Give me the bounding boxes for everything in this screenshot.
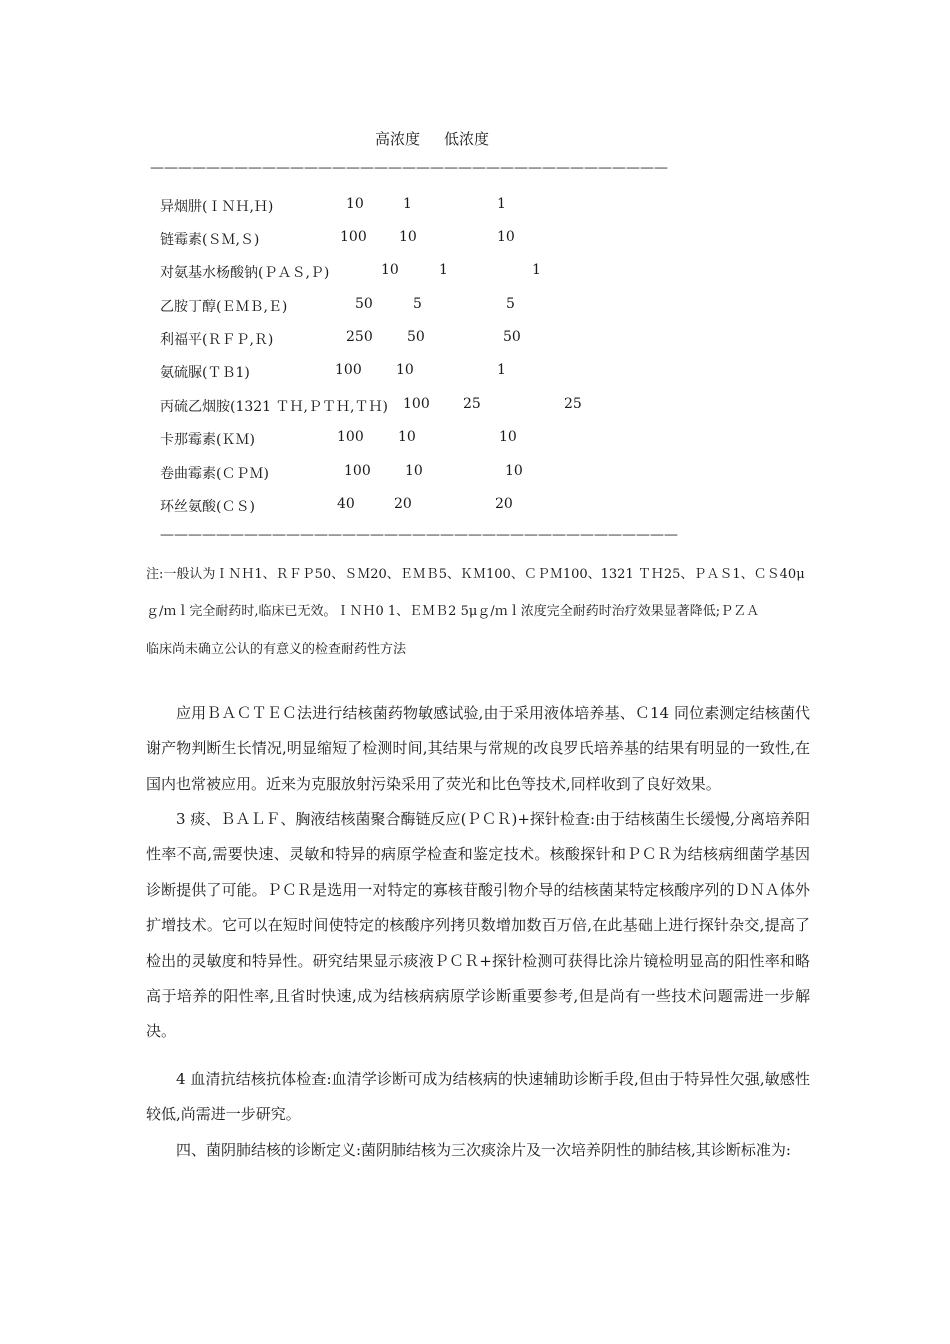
third-value: 10 <box>499 429 517 445</box>
high-value: 100 <box>340 229 367 245</box>
high-value: 10 <box>381 262 399 278</box>
drug-name: 卡那霉素(ＫＭ) <box>160 432 255 448</box>
high-value: 50 <box>355 296 373 312</box>
header-high-concentration: 高浓度 <box>375 130 421 148</box>
drug-name: 环丝氨酸(ＣＳ) <box>160 499 255 515</box>
high-value: 100 <box>335 362 362 378</box>
note-line-2: ｇ/ｍｌ完全耐药时,临床已无效。ＩＮＨ0 1、ＥＭＢ2 5μｇ/ｍｌ浓度完全耐药时治疗效果显著降低;ＰＺＡ <box>146 604 760 619</box>
third-value: 20 <box>495 496 513 512</box>
low-value: 1 <box>403 196 412 212</box>
drug-name: 卷曲霉素(ＣＰＭ) <box>160 466 269 482</box>
high-value: 100 <box>403 396 430 412</box>
low-value: 50 <box>407 329 425 345</box>
third-value: 10 <box>505 463 523 479</box>
low-value: 10 <box>396 362 414 378</box>
table-top-rule: ————————————————————————————————————— <box>150 160 668 176</box>
note-line-3: 临床尚未确立公认的有意义的检查耐药性方法 <box>146 642 407 657</box>
high-value: 10 <box>346 196 364 212</box>
third-value: 10 <box>497 229 515 245</box>
high-value: 40 <box>337 496 355 512</box>
table-bottom-rule: ————————————————————————————————————— <box>160 527 678 543</box>
drug-name: 氨硫脲(ＴＢ1) <box>160 365 250 381</box>
third-value: 25 <box>564 396 582 412</box>
low-value: 10 <box>399 229 417 245</box>
third-value: 1 <box>532 262 541 278</box>
note-line-1: 注:一般认为ＩＮＨ1、ＲＦＰ50、ＳＭ20、ＥＭＢ5、ＫＭ100、ＣＰＭ100、1321 ＴＨ25、ＰＡＳ1、ＣＳ40μ <box>146 567 805 582</box>
paragraph-serology: 4 血清抗结核抗体检查:血清学诊断可成为结核病的快速辅助诊断手段,但由于特异性欠强,敏感性较低,尚需进一步研究。 <box>146 1070 810 1124</box>
high-value: 100 <box>337 429 364 445</box>
paragraph-pcr: 3 痰、ＢＡＬＦ、胸液结核菌聚合酶链反应(ＰＣＲ)+探针检查:由于结核菌生长缓慢,分离培养阳性率不高,需要快速、灵敏和特异的病原学检查和鉴定技术。核酸探针和ＰＣＲ为结核病细菌学基因诊断提供了可能。ＰＣＲ是选用一对特定的寡核苷酸引物介导的结核菌某特定核酸序列的ＤＮＡ体外扩增技术。它可以在短时间使特定的核酸序列拷贝数增加数百万倍,在此基础上进行探针杂交,提高了检出的灵敏度和特异性。研究结果显示痰液ＰＣＲ+探针检测可获得比涂片镜检明显高的阳性率和略高于培养的阳性率,且省时快速,成为结核病病原学诊断重要参考,但是尚有一些技术问题需进一步解决。 <box>146 810 810 1041</box>
drug-name: 链霉素(ＳＭ,Ｓ) <box>160 232 260 248</box>
third-value: 1 <box>497 196 506 212</box>
paragraph-definition: 四、菌阴肺结核的诊断定义:菌阴肺结核为三次痰涂片及一次培养阴性的肺结核,其诊断标准为: <box>176 1141 791 1159</box>
third-value: 50 <box>503 329 521 345</box>
third-value: 5 <box>506 296 515 312</box>
drug-name: 丙硫乙烟胺(1321 ＴＨ,ＰＴＨ,ＴＨ) <box>160 399 388 415</box>
low-value: 20 <box>394 496 412 512</box>
low-value: 10 <box>405 463 423 479</box>
drug-name: 乙胺丁醇(ＥＭＢ,Ｅ) <box>160 299 288 315</box>
drug-name: 对氨基水杨酸钠(ＰＡＳ,Ｐ) <box>160 265 330 281</box>
high-value: 250 <box>346 329 373 345</box>
low-value: 5 <box>413 296 422 312</box>
paragraph-bactec: 应用ＢＡＣＴＥＣ法进行结核菌药物敏感试验,由于采用液体培养基、Ｃ14 同位素测定结核菌代谢产物判断生长情况,明显缩短了检测时间,其结果与常规的改良罗氏培养基的结果有明显的一致性,在国内也常被应用。近来为克服放射污染采用了荧光和比色等技术,同样收到了良好效果。 <box>146 704 810 793</box>
drug-name: 异烟肼(ＩＮＨ,Ｈ) <box>160 199 274 215</box>
header-low-concentration: 低浓度 <box>444 130 490 148</box>
high-value: 100 <box>344 463 371 479</box>
drug-name: 利福平(ＲＦＰ,Ｒ) <box>160 332 274 348</box>
low-value: 1 <box>439 262 448 278</box>
low-value: 25 <box>463 396 481 412</box>
low-value: 10 <box>398 429 416 445</box>
third-value: 1 <box>497 362 506 378</box>
